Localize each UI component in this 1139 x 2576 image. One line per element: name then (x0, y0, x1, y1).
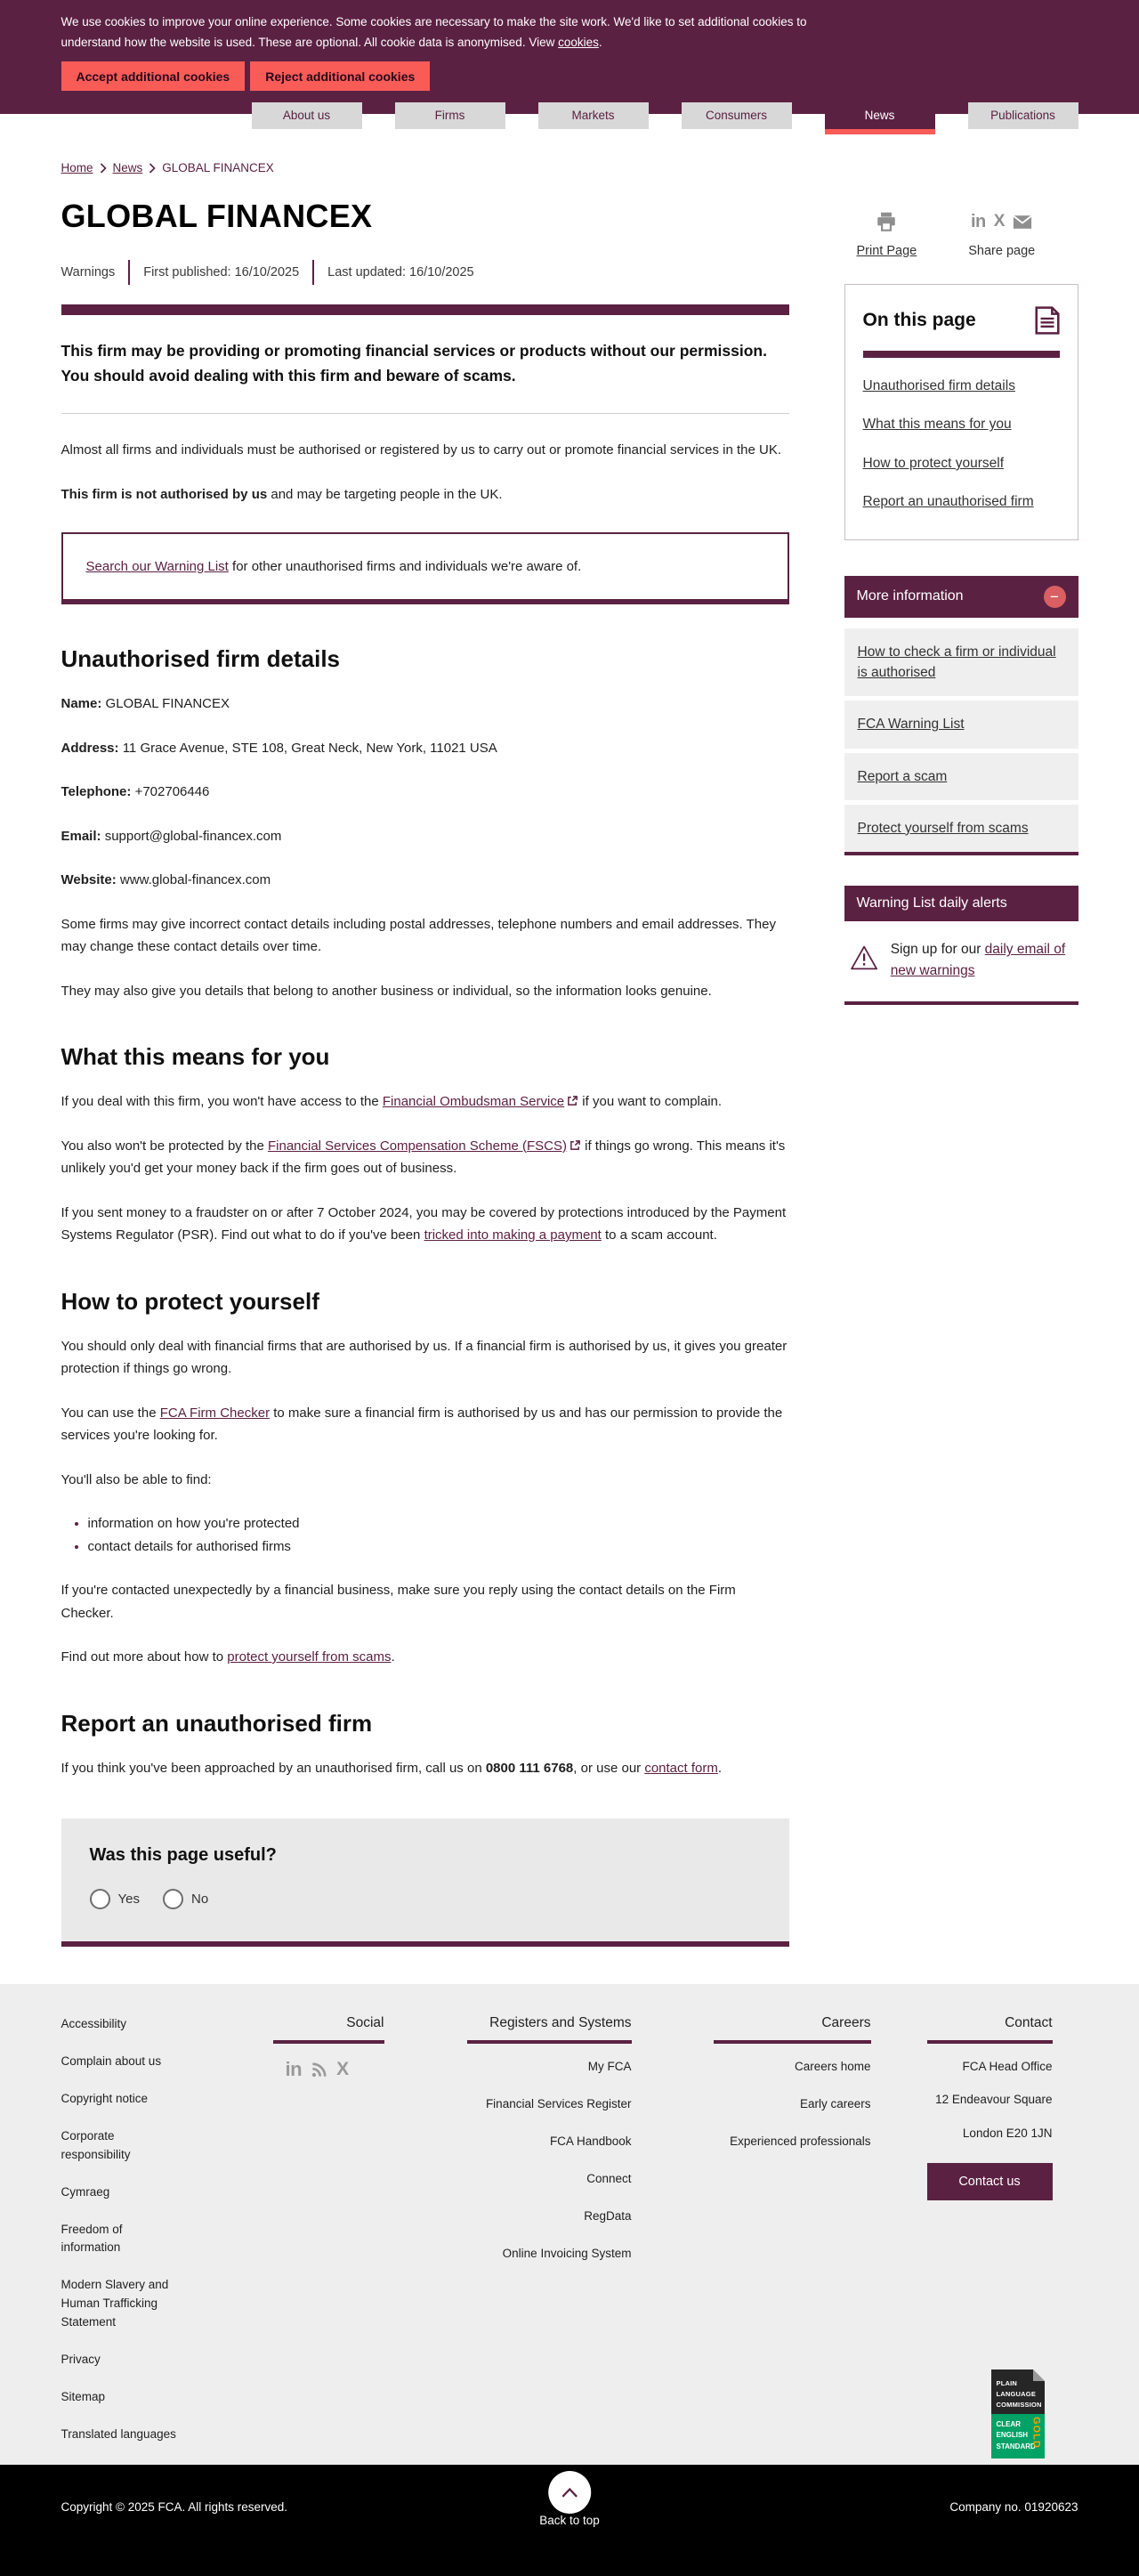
footer-translated-languages-link[interactable]: Translated languages (61, 2426, 176, 2441)
feedback-yes-option[interactable] (90, 1889, 140, 1909)
fca-handbook-link[interactable]: FCA Handbook (549, 2134, 632, 2148)
nav-tab-consumers[interactable]: Consumers (682, 102, 792, 129)
phone-number: 0800 111 6768 (485, 1760, 574, 1776)
breadcrumb-home-link[interactable]: Home (61, 161, 93, 174)
toc-link-what-this-means[interactable]: What this means for you (862, 417, 1012, 433)
cookies-link[interactable]: cookies (558, 36, 599, 49)
meta-category: Warnings (61, 265, 116, 279)
footer-corporate-responsibility-link[interactable]: Corporate responsibility (61, 2128, 131, 2161)
linkedin-icon[interactable]: in (285, 2058, 303, 2080)
contact-city-line: London E20 1JN (962, 2126, 1053, 2140)
plain-language-badge (991, 2369, 1045, 2459)
reject-cookies-button[interactable]: Reject additional cookies (250, 61, 430, 91)
fca-firm-checker-link[interactable]: FCA Firm Checker (159, 1405, 271, 1421)
what-this-means-heading: What this means for you (61, 1043, 330, 1070)
divider-bar (927, 2040, 1053, 2044)
divider-bar (863, 351, 1060, 358)
nav-tab-news[interactable]: News (825, 102, 935, 134)
text-segment: to a scam account. (601, 1227, 717, 1243)
contact-us-button[interactable]: Contact us (927, 2163, 1053, 2200)
badge-gold-label: GOLD (1030, 2417, 1042, 2449)
text-segment: to make sure a financial firm is authorised by us and has our permission to provide the services you're looking for. (61, 1405, 783, 1443)
cookie-message-text: We use cookies to improve your online experience. Some cookies are necessary to make the site work. We'd like to set additional cookies to understand how the website is used. These are optional. All cookie data is anonymised. View (61, 15, 807, 49)
report-paragraph (61, 1757, 789, 1780)
on-this-page-box (844, 284, 1078, 540)
firm-name-label: Name: (61, 696, 102, 711)
fca-warning-list-link[interactable]: FCA Warning List (857, 717, 965, 733)
footer-registers-column (467, 2015, 632, 2465)
bullet-item (88, 1512, 789, 1535)
badge-text: PLAIN (996, 2379, 1017, 2387)
company-number: Company no. 01920623 (949, 2500, 1078, 2514)
feedback-options (90, 1889, 761, 1909)
firm-website-row (61, 869, 789, 892)
badge-text: COMMISSION (996, 2401, 1042, 2409)
cookie-buttons (61, 61, 1078, 91)
firm-telephone-value: +702706446 (134, 784, 210, 799)
badge-text: CLEAR (996, 2420, 1022, 2428)
report-a-scam-link[interactable]: Report a scam (857, 768, 948, 784)
site-footer (0, 1984, 1139, 2465)
linkedin-icon[interactable]: in (970, 211, 986, 231)
breadcrumb-current: GLOBAL FINANCEX (162, 161, 274, 174)
firm-website-label: Website: (61, 872, 117, 887)
fscs-paragraph (61, 1135, 789, 1180)
badge-text: STANDARD (996, 2442, 1036, 2450)
financial-ombudsman-link[interactable]: Financial Ombudsman Service (382, 1094, 565, 1109)
careers-heading: Careers (821, 2015, 871, 2030)
firm-address-label: Address: (61, 740, 119, 756)
warning-list-callout (61, 532, 789, 604)
page-title: GLOBAL FINANCEX (61, 198, 373, 234)
experienced-professionals-link[interactable]: Experienced professionals (730, 2134, 871, 2148)
not-authorised-bold: This firm is not authorised by us (61, 486, 268, 502)
breadcrumb-news-link[interactable]: News (112, 161, 143, 174)
meta-last-updated: Last updated: 16/10/2025 (327, 265, 474, 279)
chevron-up-icon (560, 2486, 579, 2499)
toc-link-report-firm[interactable]: Report an unauthorised firm (862, 494, 1034, 510)
firm-address-row (61, 737, 789, 760)
firm-name-row (61, 693, 789, 716)
nav-tab-firms[interactable]: Firms (395, 102, 505, 129)
feedback-no-label: No (190, 1891, 209, 1907)
badge-text: LANGUAGE (996, 2390, 1037, 2398)
firm-address-value: 11 Grace Avenue, STE 108, Great Neck, New York, 11021 USA (122, 740, 497, 756)
text-segment: if you want to complain. (578, 1094, 723, 1109)
share-group (968, 208, 1035, 259)
firm-website-value: www.global-financex.com (119, 872, 271, 887)
cookie-message-period: . (598, 36, 602, 49)
bullet-text: information on how you're protected (87, 1516, 300, 1531)
text-segment: , or use our (573, 1760, 645, 1776)
text-segment: If you deal with this firm, you won't have access to the (61, 1094, 383, 1109)
footer-privacy-link[interactable]: Privacy (61, 2353, 101, 2367)
document-icon (1035, 306, 1060, 335)
cookie-message (61, 12, 827, 53)
page-meta (61, 260, 789, 285)
primary-nav (0, 102, 1139, 134)
contact-office-line: FCA Head Office (962, 2060, 1053, 2073)
cookie-banner (0, 0, 1139, 114)
print-share-tools (844, 208, 1078, 259)
protect-para1: You should only deal with financial firms that are authorised by us. If a financial firm is authorised by us, it gives you greater protection if things go wrong. (61, 1338, 788, 1376)
online-invoicing-link[interactable]: Online Invoicing System (502, 2246, 632, 2260)
more-information-panel (844, 576, 1078, 855)
nav-tab-markets[interactable]: Markets (538, 102, 649, 129)
registers-heading: Registers and Systems (489, 2015, 632, 2030)
accept-cookies-button[interactable]: Accept additional cookies (61, 61, 246, 91)
protect-bullet-list (88, 1512, 789, 1558)
divider-bar (714, 2040, 871, 2044)
search-warning-list-link[interactable]: Search our Warning List (85, 559, 229, 574)
copyright-text: Copyright © 2025 FCA. All rights reserved. (61, 2500, 288, 2514)
breadcrumb (61, 161, 1078, 174)
footer-careers-column (714, 2015, 871, 2465)
firm-email-value: support@global-financex.com (104, 828, 282, 844)
firm-checker-paragraph (61, 1402, 789, 1447)
check-firm-authorised-link[interactable]: How to check a firm or individual is authorised (857, 644, 1056, 681)
print-page-link[interactable]: Print Page (856, 244, 917, 258)
email-share-icon[interactable] (1013, 215, 1032, 230)
more-info-item[interactable] (844, 628, 1078, 697)
protect-para4: If you're contacted unexpectedly by a financial business, make sure you reply using the contact details on the Firm Checker. (61, 1583, 736, 1621)
printer-icon[interactable] (875, 210, 898, 233)
text-segment: Find out more about how to (61, 1649, 228, 1665)
protect-yourself-scams-link[interactable]: protect yourself from scams (227, 1649, 392, 1665)
meta-divider (128, 260, 130, 285)
text-segment: if things go wrong. This means it's unlikely you'd get your money back if the firm goes out of business. (61, 1138, 786, 1176)
page-feedback-box (61, 1819, 789, 1947)
text-segment: You can use the (61, 1405, 160, 1421)
not-authorised-rest: and may be targeting people in the UK. (267, 486, 503, 502)
firm-details-para1: Some firms may give incorrect contact details including postal addresses, telephone numbers and email addresses. They may change these contact details over time. (61, 916, 776, 954)
not-authorised-paragraph (61, 483, 789, 506)
section-divider-bar (61, 304, 789, 315)
more-info-item[interactable] (844, 805, 1078, 852)
protect-yourself-heading: How to protect yourself (61, 1287, 319, 1315)
firm-details-heading: Unauthorised firm details (61, 645, 340, 672)
bottom-bar (0, 2465, 1139, 2576)
ombudsman-paragraph (61, 1090, 789, 1114)
badge-text: ENGLISH (996, 2431, 1029, 2440)
protect-from-scams-link[interactable]: Protect yourself from scams (857, 820, 1029, 836)
external-link-icon (567, 1095, 578, 1106)
text-segment: Sign up for our (890, 942, 985, 958)
meta-divider (312, 260, 314, 285)
x-twitter-icon[interactable]: X (993, 212, 1006, 231)
footer-modern-slavery-link[interactable]: Modern Slavery and Human Trafficking Statement (61, 2278, 169, 2329)
chevron-right-icon (149, 163, 156, 174)
early-careers-link[interactable]: Early careers (799, 2096, 871, 2110)
report-firm-heading: Report an unauthorised firm (61, 1709, 373, 1737)
daily-email-warnings-link[interactable]: daily email of new warnings (890, 942, 1066, 979)
print-group (857, 208, 917, 259)
back-to-top-label: Back to top (539, 2514, 600, 2527)
nav-tab-about-us[interactable]: About us (252, 102, 362, 129)
bullet-item (88, 1535, 789, 1559)
connect-link[interactable]: Connect (586, 2171, 632, 2185)
footer-social-column (273, 2015, 384, 2465)
rss-icon[interactable] (311, 2062, 327, 2078)
text-segment: You also won't be protected by the (61, 1138, 268, 1154)
firm-telephone-row (61, 781, 789, 804)
radio-button-yes[interactable] (90, 1889, 110, 1909)
contact-heading: Contact (1005, 2015, 1053, 2030)
intro-paragraph: Almost all firms and individuals must be authorised or registered by us to carry out or promote financial services in the UK. (61, 442, 782, 458)
footer-cymraeg-link[interactable]: Cymraeg (61, 2184, 110, 2199)
toc-link-firm-details[interactable]: Unauthorised firm details (862, 378, 1015, 393)
alerts-heading: Warning List daily alerts (844, 886, 1078, 921)
horizontal-rule (61, 413, 789, 414)
footer-freedom-of-information-link[interactable]: Freedom of information (61, 2222, 123, 2255)
divider-bar (273, 2040, 384, 2044)
footer-sitemap-link[interactable]: Sitemap (61, 2390, 106, 2404)
meta-first-published: First published: 16/10/2025 (143, 265, 300, 279)
collapse-icon[interactable]: − (1044, 586, 1066, 608)
firm-name-value: GLOBAL FINANCEX (105, 696, 230, 711)
feedback-yes-label: Yes (117, 1891, 140, 1907)
footer-complain-link[interactable]: Complain about us (61, 2054, 162, 2068)
external-link-icon (570, 1139, 581, 1151)
contact-form-link[interactable]: contact form (644, 1760, 718, 1776)
more-info-item[interactable] (844, 753, 1078, 800)
contact-address-line: 12 Endeavour Square (935, 2093, 1053, 2107)
protect-scams-paragraph (61, 1646, 789, 1669)
nav-tab-publications[interactable]: Publications (968, 102, 1078, 129)
firm-email-row (61, 825, 789, 848)
text-segment: If you think you've been approached by an unauthorised firm, call us on (61, 1760, 486, 1776)
more-information-heading: More information (856, 588, 964, 604)
alerts-signup-text (891, 939, 1075, 982)
psr-paragraph (61, 1202, 789, 1247)
text-segment: . (717, 1760, 723, 1776)
footer-copyright-notice-link[interactable]: Copyright notice (61, 2091, 149, 2105)
warning-list-alerts-panel (844, 886, 1078, 1005)
text-segment: . (391, 1649, 395, 1665)
careers-home-link[interactable]: Careers home (794, 2060, 871, 2073)
on-this-page-heading: On this page (862, 310, 976, 330)
footer-accessibility-link[interactable]: Accessibility (61, 2017, 127, 2030)
social-heading: Social (346, 2015, 384, 2030)
badge-fold (1033, 2369, 1045, 2381)
firm-telephone-label: Telephone: (61, 784, 132, 799)
feedback-no-option[interactable] (163, 1889, 208, 1909)
text-segment: If you sent money to a fraudster on or after 7 October 2024, you may be covered by protections introduced by the Payment Systems Regulator (PSR). Find out what to do if you've been (61, 1204, 787, 1243)
tricked-into-payment-link[interactable]: tricked into making a payment (424, 1227, 602, 1243)
more-info-item[interactable] (844, 701, 1078, 748)
regdata-link[interactable]: RegData (584, 2208, 632, 2223)
financial-services-register-link[interactable]: Financial Services Register (485, 2096, 632, 2110)
back-to-top-button[interactable] (539, 2471, 600, 2527)
bullet-text: contact details for authorised firms (87, 1538, 291, 1554)
chevron-right-icon (100, 163, 107, 174)
x-twitter-icon[interactable]: X (336, 2059, 350, 2079)
my-fca-link[interactable]: My FCA (587, 2060, 632, 2073)
firm-email-label: Email: (61, 828, 101, 844)
feedback-heading: Was this page useful? (89, 1845, 277, 1865)
share-page-label: Share page (968, 244, 1036, 258)
radio-button-no[interactable] (163, 1889, 183, 1909)
protect-para3: You'll also be able to find: (61, 1471, 212, 1487)
divider-bar (467, 2040, 632, 2044)
firm-details-para2: They may also give you details that belong to another business or individual, so the information looks genuine. (61, 983, 712, 999)
footer-links-column (61, 2015, 248, 2465)
toc-link-protect-yourself[interactable]: How to protect yourself (862, 455, 1005, 471)
warning-box-text: for other unauthorised firms and individuals we're aware of. (228, 559, 582, 574)
warning-lead: This firm may be providing or promoting financial services or products without our permission. You should avoid dealing with this firm and beware of scams. (61, 342, 767, 385)
fscs-link[interactable]: Financial Services Compensation Scheme (FSCS) (267, 1138, 567, 1154)
warning-triangle-icon (850, 939, 878, 976)
